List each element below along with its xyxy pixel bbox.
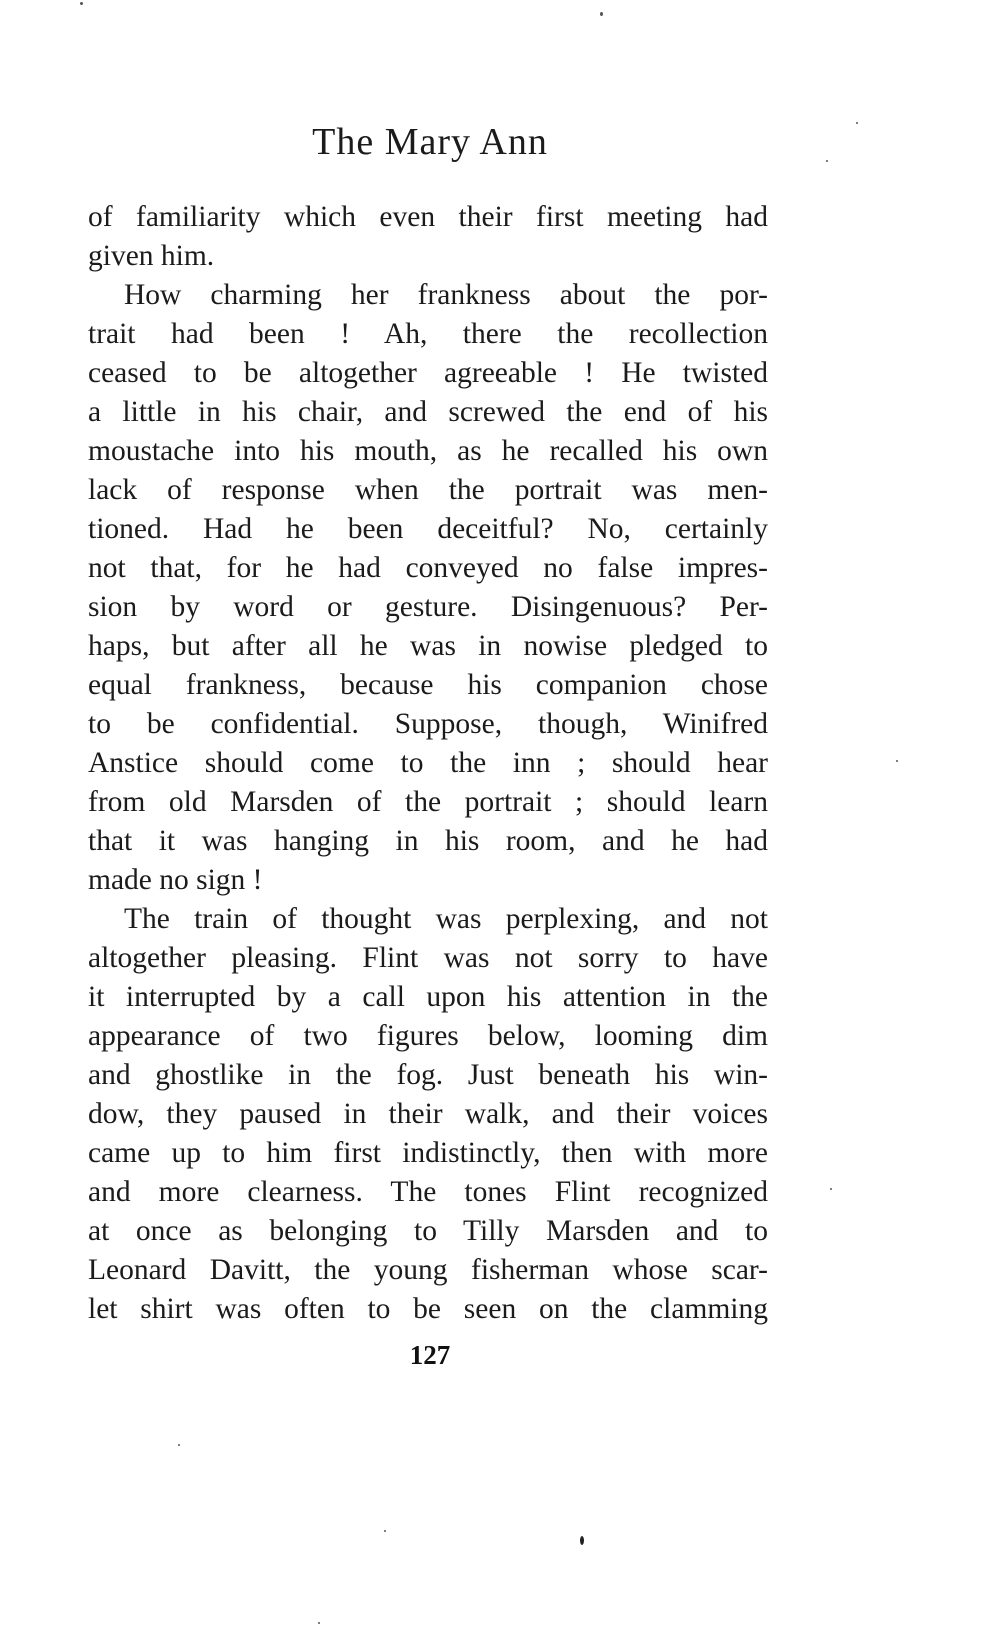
text-line: and ghostlike in the fog. Just beneath his win- bbox=[88, 1059, 768, 1091]
scan-speck bbox=[856, 122, 858, 124]
page-number: 127 bbox=[409, 1340, 451, 1370]
text-line: lack of response when the portrait was men- bbox=[88, 474, 768, 506]
scan-speck bbox=[318, 1622, 320, 1624]
text-line: Leonard Davitt, the young fisherman whose scar- bbox=[88, 1254, 768, 1286]
text-line: to be confidential. Suppose, though, Winifred bbox=[88, 708, 768, 740]
text-line: The train of thought was perplexing, and not bbox=[124, 903, 768, 935]
text-line: sion by word or gesture. Disingenuous? Per- bbox=[88, 591, 768, 623]
text-line: Anstice should come to the inn ; should hear bbox=[88, 747, 768, 779]
text-line: equal frankness, because his companion chose bbox=[88, 669, 768, 701]
text-line: a little in his chair, and screwed the end of his bbox=[88, 396, 768, 428]
text-line: from old Marsden of the portrait ; should learn bbox=[88, 786, 768, 818]
text-line: came up to him first indistinctly, then with more bbox=[88, 1137, 768, 1169]
text-line: and more clearness. The tones Flint recognized bbox=[88, 1176, 768, 1208]
scan-speck bbox=[896, 760, 898, 762]
scan-speck bbox=[826, 160, 828, 162]
text-line: that it was hanging in his room, and he had bbox=[88, 825, 768, 857]
text-line: tioned. Had he been deceitful? No, certainly bbox=[88, 513, 768, 545]
text-line: of familiarity which even their first meeting had bbox=[88, 201, 768, 233]
text-line: given him. bbox=[88, 240, 215, 272]
text-line: moustache into his mouth, as he recalled his own bbox=[88, 435, 768, 467]
scan-speck bbox=[830, 1188, 832, 1190]
text-line: appearance of two figures below, looming dim bbox=[88, 1020, 768, 1052]
scan-speck bbox=[178, 1444, 180, 1446]
text-line: at once as belonging to Tilly Marsden and to bbox=[88, 1215, 768, 1247]
scan-speck bbox=[80, 2, 83, 5]
text-line: not that, for he had conveyed no false impres- bbox=[88, 552, 768, 584]
text-line: trait had been ! Ah, there the recollection bbox=[88, 318, 768, 350]
text-line: altogether pleasing. Flint was not sorry to have bbox=[88, 942, 768, 974]
text-line: dow, they paused in their walk, and their voices bbox=[88, 1098, 768, 1130]
text-line: let shirt was often to be seen on the clamming bbox=[88, 1293, 768, 1325]
text-line: haps, but after all he was in nowise pledged to bbox=[88, 630, 768, 662]
text-line: it interrupted by a call upon his attention in the bbox=[88, 981, 768, 1013]
scan-speck bbox=[580, 1536, 584, 1545]
text-line: How charming her frankness about the por- bbox=[124, 279, 768, 311]
text-line: made no sign ! bbox=[88, 864, 263, 896]
scan-speck bbox=[600, 12, 603, 16]
body-text bbox=[88, 198, 768, 1329]
scan-speck bbox=[384, 1530, 386, 1532]
running-head: The Mary Ann bbox=[312, 121, 548, 163]
text-line: ceased to be altogether agreeable ! He twisted bbox=[88, 357, 768, 389]
